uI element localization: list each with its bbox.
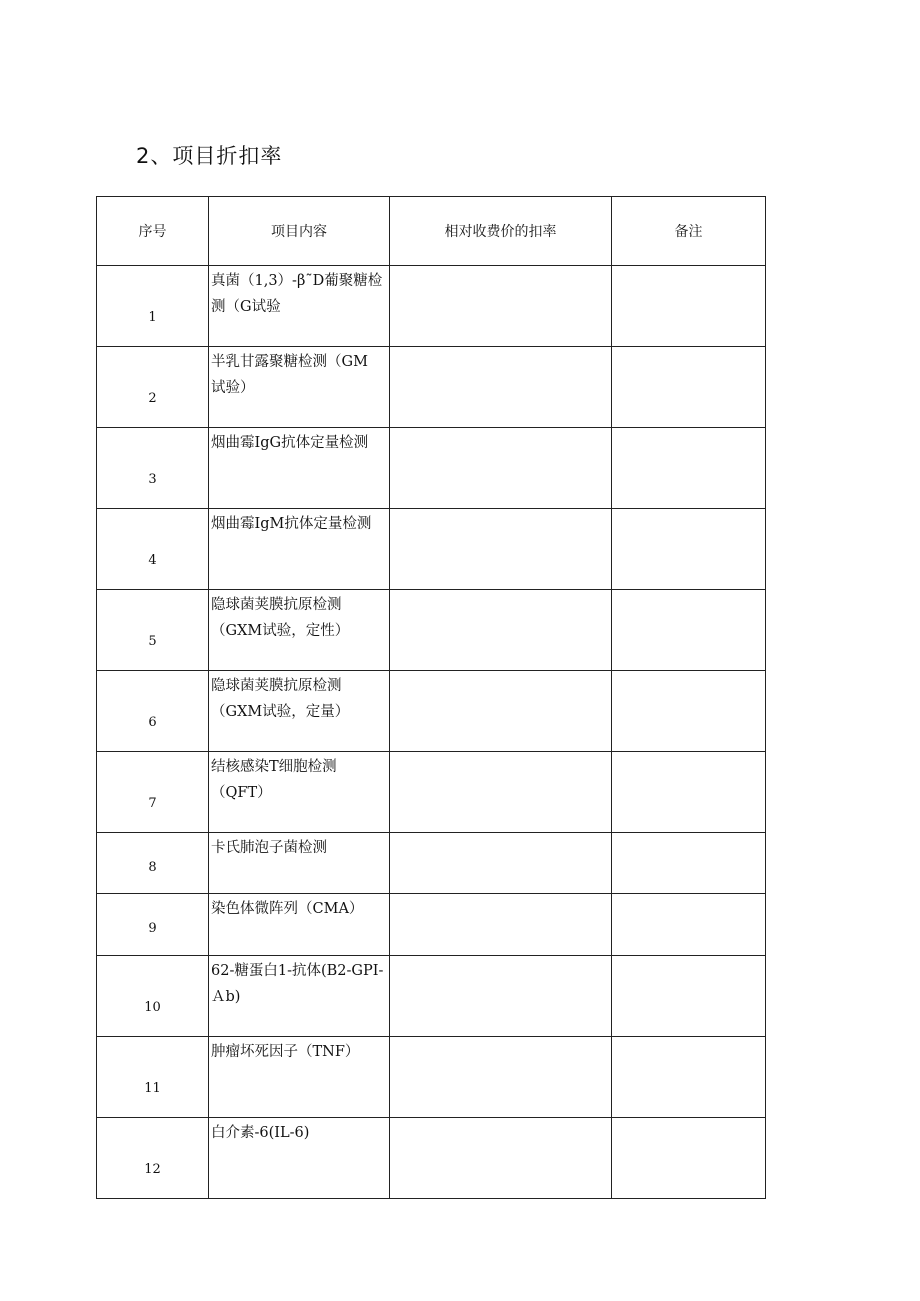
- rate-cell[interactable]: [390, 752, 612, 833]
- row-number: 8: [148, 859, 157, 875]
- row-item: 结核感染T细胞检测（QFT）: [211, 759, 337, 801]
- table-row: [97, 428, 766, 509]
- row-number: 10: [144, 999, 161, 1015]
- row-item: 肿瘤坏死因子（TNF）: [211, 1044, 360, 1060]
- table-row: [97, 590, 766, 671]
- row-number: 7: [148, 795, 157, 811]
- row-item: 染色体微阵列（CMA）: [211, 901, 364, 917]
- note-cell[interactable]: [612, 894, 766, 956]
- table-row: [97, 671, 766, 752]
- row-item: 62-糖蛋白1-抗体(B2-GPI-Ａb): [211, 963, 384, 1005]
- rate-cell[interactable]: [390, 1037, 612, 1118]
- row-number: 5: [148, 633, 157, 649]
- note-cell[interactable]: [612, 266, 766, 347]
- section-heading: 2、项目折扣率: [136, 144, 283, 168]
- note-cell[interactable]: [612, 833, 766, 894]
- note-cell[interactable]: [612, 428, 766, 509]
- table-row: [97, 833, 766, 894]
- note-cell[interactable]: [612, 752, 766, 833]
- discount-table: [96, 196, 766, 1199]
- row-item: 烟曲霉IgG抗体定量检测: [211, 435, 369, 451]
- rate-cell[interactable]: [390, 347, 612, 428]
- row-number: 1: [148, 309, 157, 325]
- header-note: 备注: [612, 197, 766, 266]
- header-no: 序号: [97, 197, 209, 266]
- note-cell[interactable]: [612, 1037, 766, 1118]
- row-item: 白介素-6(IL-6): [211, 1125, 310, 1141]
- note-cell[interactable]: [612, 671, 766, 752]
- row-item: 隐球菌荚膜抗原检测（GXM试验，定量）: [211, 678, 350, 720]
- table-row: [97, 894, 766, 956]
- row-number: 6: [148, 714, 157, 730]
- table-row: [97, 752, 766, 833]
- note-cell[interactable]: [612, 1118, 766, 1199]
- rate-cell[interactable]: [390, 509, 612, 590]
- rate-cell[interactable]: [390, 894, 612, 956]
- row-number: 11: [144, 1080, 161, 1096]
- row-item: 真菌（1,3）-β˜D葡聚糖检测（G试验: [211, 273, 383, 315]
- note-cell[interactable]: [612, 956, 766, 1037]
- row-number: 12: [144, 1161, 161, 1177]
- row-item: 烟曲霉IgM抗体定量检测: [211, 516, 372, 532]
- rate-cell[interactable]: [390, 428, 612, 509]
- note-cell[interactable]: [612, 347, 766, 428]
- table-row: [97, 956, 766, 1037]
- note-cell[interactable]: [612, 590, 766, 671]
- rate-cell[interactable]: [390, 671, 612, 752]
- rate-cell[interactable]: [390, 1118, 612, 1199]
- rate-cell[interactable]: [390, 590, 612, 671]
- row-item: 卡氏肺泡子菌检测: [211, 840, 327, 856]
- rate-cell[interactable]: [390, 956, 612, 1037]
- table-header-row: [97, 197, 766, 266]
- table-row: [97, 347, 766, 428]
- row-number: 3: [148, 471, 157, 487]
- table-row: [97, 1037, 766, 1118]
- row-number: 2: [148, 390, 157, 406]
- row-item: 隐球菌荚膜抗原检测（GXM试验，定性）: [211, 597, 350, 639]
- row-item: 半乳甘露聚糖检测（GM 试验）: [211, 354, 373, 396]
- row-number: 4: [148, 552, 157, 568]
- table-row: [97, 509, 766, 590]
- table-row: [97, 266, 766, 347]
- table-row: [97, 1118, 766, 1199]
- header-item: 项目内容: [209, 197, 390, 266]
- row-number: 9: [148, 921, 157, 936]
- header-rate: 相对收费价的扣率: [390, 197, 612, 266]
- note-cell[interactable]: [612, 509, 766, 590]
- rate-cell[interactable]: [390, 266, 612, 347]
- rate-cell[interactable]: [390, 833, 612, 894]
